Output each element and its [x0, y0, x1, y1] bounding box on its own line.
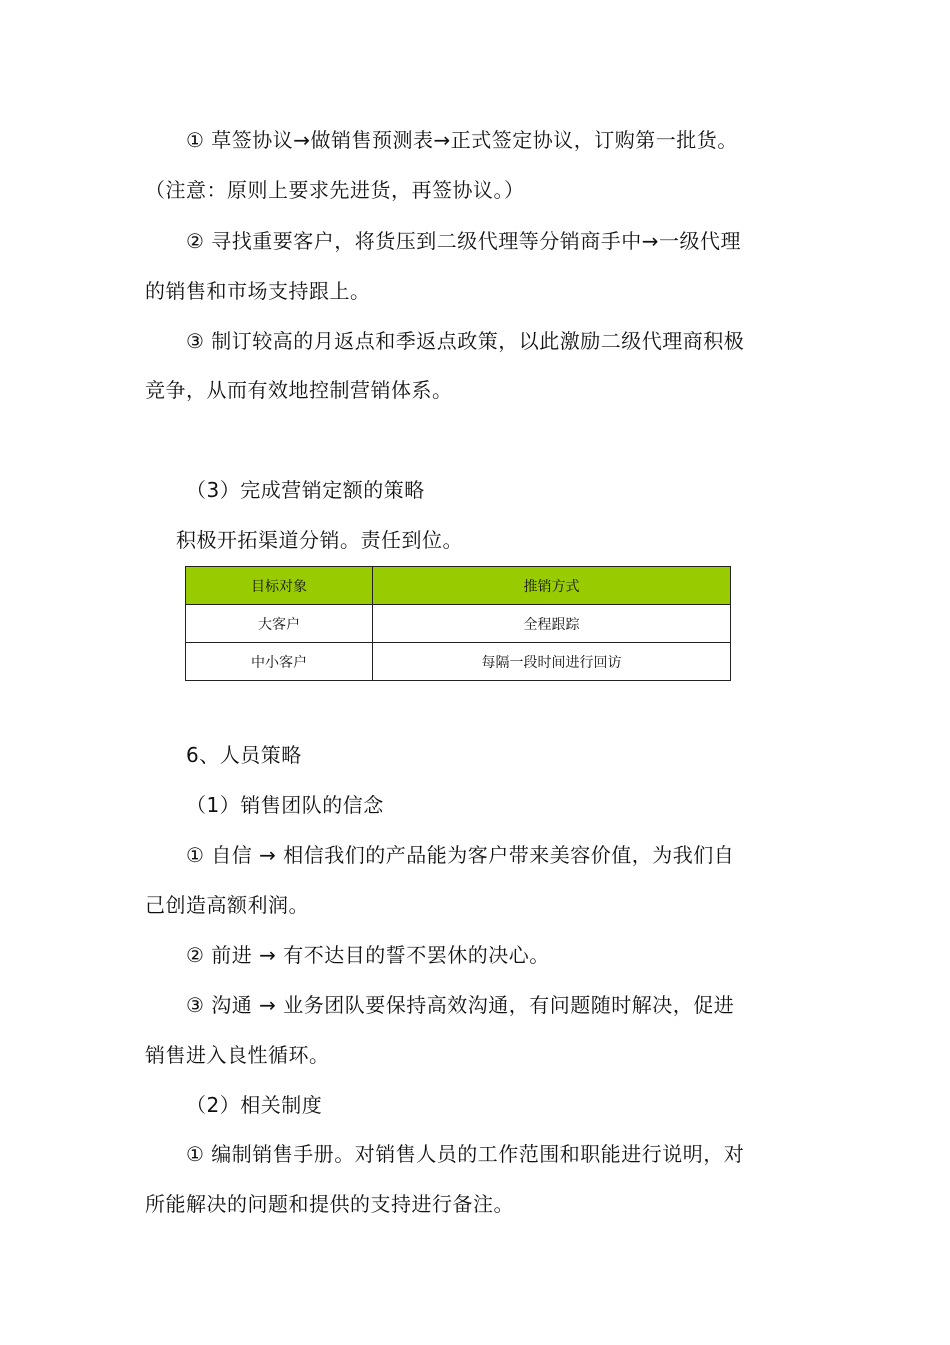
- table-cell: 大客户: [186, 605, 373, 643]
- text-line: 积极开拓渠道分销。责任到位。: [176, 528, 463, 552]
- text-line: ① 自信 → 相信我们的产品能为客户带来美容价值，为我们自: [186, 843, 735, 867]
- text-line: ② 前进 → 有不达目的誓不罢休的决心。: [186, 943, 550, 967]
- text-line: 的销售和市场支持跟上。: [145, 279, 371, 303]
- text-line: ③ 沟通 → 业务团队要保持高效沟通，有问题随时解决，促进: [186, 993, 735, 1017]
- table-cell: 中小客户: [186, 643, 373, 681]
- table-cell: 每隔一段时间进行回访: [373, 643, 731, 681]
- table-row: [186, 605, 731, 643]
- strategy-table: [185, 566, 731, 681]
- text-line: 销售进入良性循环。: [145, 1043, 330, 1067]
- text-line: ① 编制销售手册。对销售人员的工作范围和职能进行说明，对: [186, 1142, 745, 1166]
- text-line: 己创造高额利润。: [145, 893, 309, 917]
- text-line: ② 寻找重要客户，将货压到二级代理等分销商手中→一级代理: [186, 229, 742, 253]
- text-line: 所能解决的问题和提供的支持进行备注。: [145, 1192, 514, 1216]
- table-header-cell: 目标对象: [186, 567, 373, 605]
- section-heading: （2）相关制度: [186, 1093, 323, 1117]
- text-line: ③ 制订较高的月返点和季返点政策，以此激励二级代理商积极: [186, 329, 745, 353]
- table-header-row: [186, 567, 731, 605]
- text-line: （注意：原则上要求先进货，再签协议。）: [145, 178, 525, 202]
- table-cell: 全程跟踪: [373, 605, 731, 643]
- section-heading: （1）销售团队的信念: [186, 793, 384, 817]
- table-header-cell: 推销方式: [373, 567, 731, 605]
- section-heading: （3）完成营销定额的策略: [186, 478, 425, 502]
- table-row: [186, 643, 731, 681]
- text-line: ① 草签协议→做销售预测表→正式签定协议，订购第一批货。: [186, 128, 738, 152]
- text-line: 竞争，从而有效地控制营销体系。: [145, 378, 453, 402]
- section-heading: 6、人员策略: [186, 743, 302, 767]
